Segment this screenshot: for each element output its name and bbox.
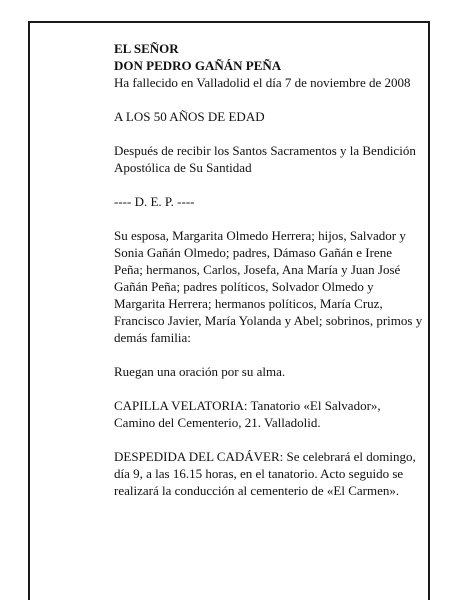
death-notice: Ha fallecido en Valladolid el día 7 de noviembre de 2008 [114, 75, 411, 90]
border-left [28, 21, 30, 600]
dep-line: ---- D. E. P. ---- [114, 194, 195, 209]
prayer-line: Ruegan una oración por su alma. [114, 364, 286, 379]
family-paragraph: Su esposa, Margarita Olmedo Herrera; hijos, Salvador y Sonia Gañán Olmedo; padres, Dámaso Gañán e Irene Peña; hermanos, Carlos, Josefa, Ana María y Juan José Gañán Peña; padres políticos, Solvador Olmedo y Margarita Herrera; hermanos políticos, María Cruz, Francisco Javier, María Yolanda y Abel; sobrinos, primos y demás familia: [114, 228, 423, 345]
chapel-paragraph: CAPILLA VELATORIA: Tanatorio «El Salvador», Camino del Cementerio, 21. Valladolid. [114, 398, 381, 430]
title-line-1: EL SEÑOR [114, 41, 179, 56]
border-top [28, 21, 430, 23]
border-right [428, 21, 430, 600]
obituary-text [114, 40, 424, 499]
farewell-paragraph: DESPEDIDA DEL CADÁVER: Se celebrará el domingo, día 9, a las 16.15 horas, en el tanatorio. Acto seguido se realizará la conducción al cementerio de «El Carmen». [114, 449, 416, 498]
sacraments-line: Después de recibir los Santos Sacramentos y la Bendición Apostólica de Su Santidad [114, 143, 416, 175]
title-line-2: DON PEDRO GAÑÁN PEÑA [114, 58, 282, 73]
age-line: A LOS 50 AÑOS DE EDAD [114, 109, 265, 124]
